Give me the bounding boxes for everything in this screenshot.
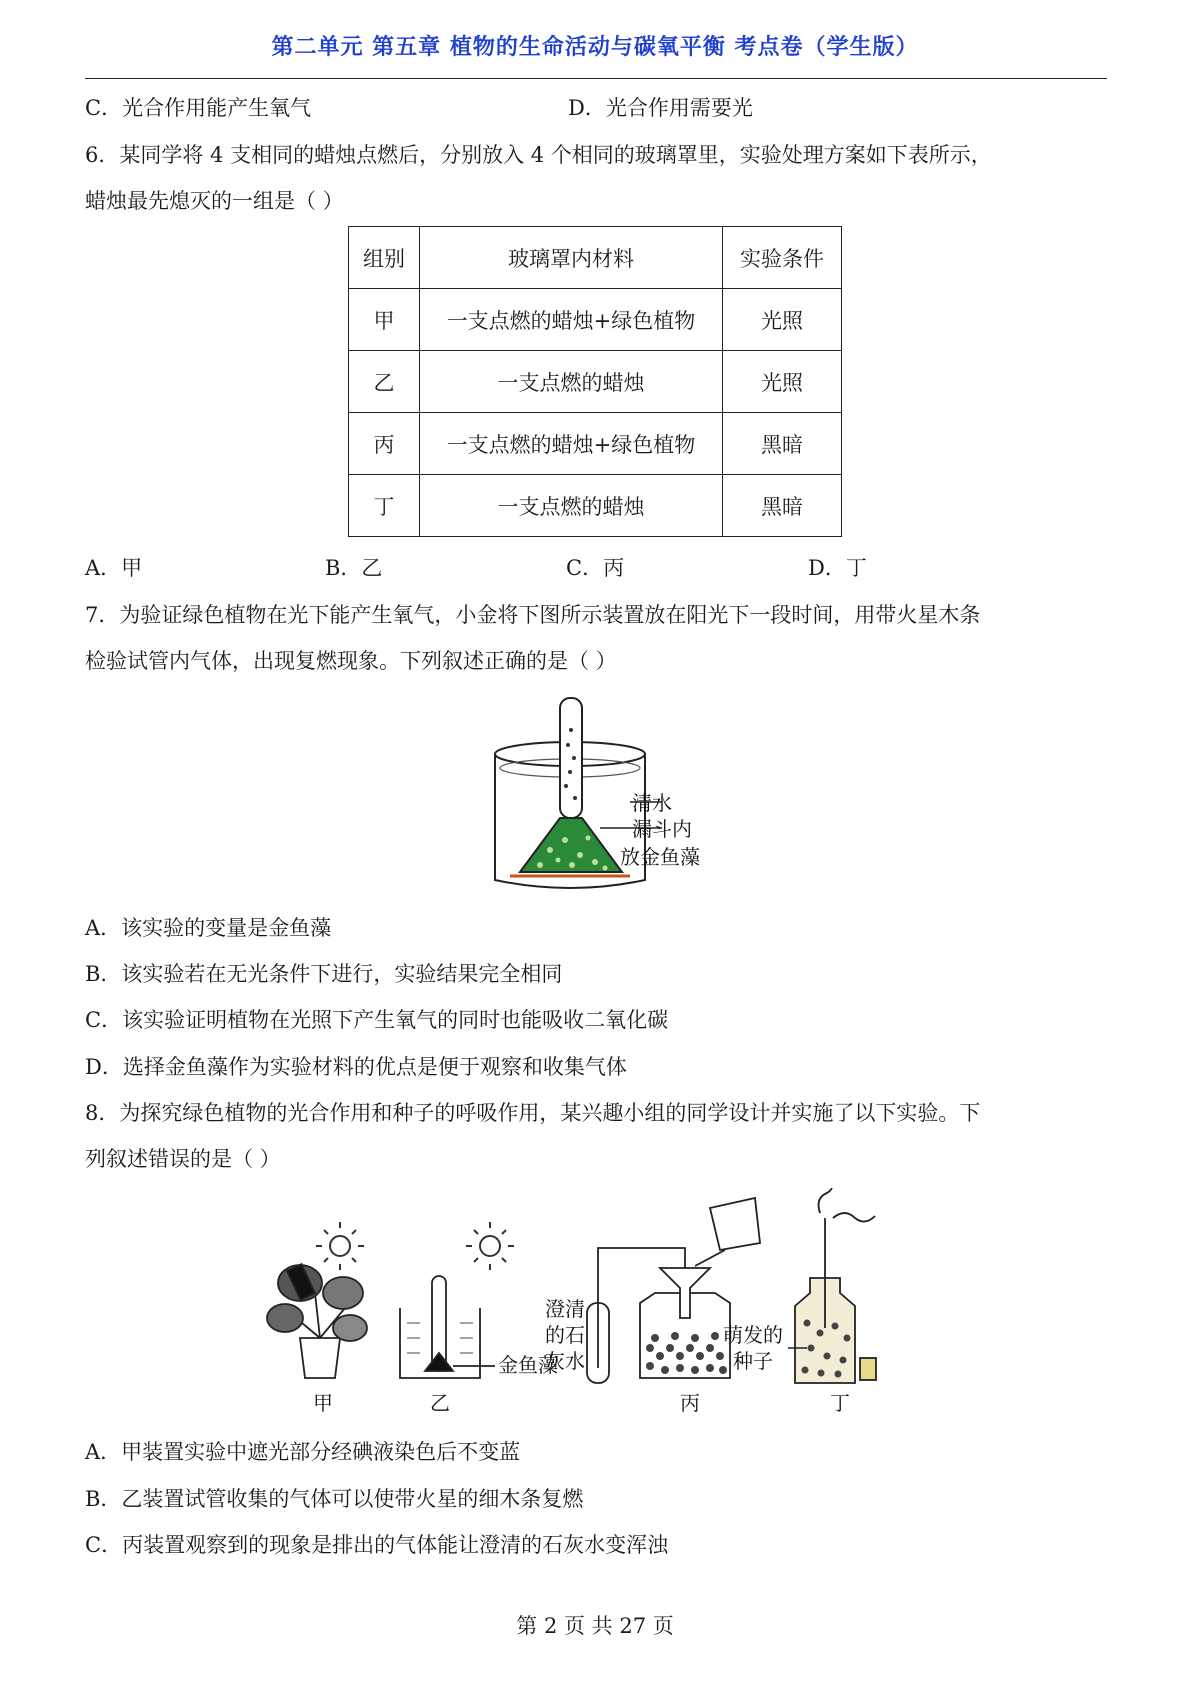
q6-option-b: B．乙	[325, 556, 383, 580]
q8-stem-line2: 列叙述错误的是（ ）	[85, 1147, 281, 1171]
q8-option-a: A．甲装置实验中遮光部分经碘液染色后不变蓝	[85, 1440, 521, 1464]
q6-stem-line2: 蜡烛最先熄灭的一组是（ ）	[85, 189, 344, 213]
table-cell: 丁	[349, 475, 420, 537]
label-seeds-1: 萌发的	[723, 1323, 783, 1347]
q6-option-d: D．丁	[808, 556, 867, 580]
q7-option-d: D．选择金鱼藻作为实验材料的优点是便于观察和收集气体	[85, 1055, 627, 1079]
q5-option-d: D．光合作用需要光	[568, 96, 753, 120]
label-ding: 丁	[830, 1391, 850, 1415]
q6-option-a: A．甲	[85, 556, 143, 580]
page-header-title: 第二单元 第五章 植物的生命活动与碳氧平衡 考点卷（学生版）	[271, 35, 919, 60]
label-jia: 甲	[313, 1391, 333, 1415]
q8-option-c: C．丙装置观察到的现象是排出的气体能让澄清的石灰水变浑浊	[85, 1533, 669, 1557]
q6-option-c: C．丙	[566, 556, 625, 580]
test-tube	[560, 698, 582, 818]
table-cell: 光照	[723, 351, 842, 413]
sun-icon	[316, 1222, 364, 1270]
table-header-cell: 组别	[349, 227, 420, 289]
label-funnel-inside: 漏斗内	[632, 817, 692, 841]
q7-apparatus-figure	[480, 690, 720, 900]
table-header-cell: 玻璃罩内材料	[420, 227, 723, 289]
table-cell: 一支点燃的蜡烛	[420, 351, 723, 413]
q8-option-b: B．乙装置试管收集的气体可以使带火星的细木条复燃	[85, 1487, 584, 1511]
label-goldfish-algae: 放金鱼藻	[620, 845, 700, 869]
table-cell: 黑暗	[723, 475, 842, 537]
page-number: 第 2 页 共 27 页	[516, 1614, 674, 1638]
beaker-yi	[400, 1276, 495, 1378]
table-cell: 一支点燃的蜡烛+绿色植物	[420, 289, 723, 351]
q8-experiment-figure	[255, 1188, 945, 1418]
q8-stem-line1: 8．为探究绿色植物的光合作用和种子的呼吸作用，某兴趣小组的同学设计并实施了以下实验。下	[85, 1101, 981, 1125]
table-header-row	[349, 227, 842, 289]
table-cell: 光照	[723, 289, 842, 351]
q7-option-a: A．该实验的变量是金鱼藻	[85, 916, 332, 940]
table-cell: 一支点燃的蜡烛+绿色植物	[420, 413, 723, 475]
table-cell: 黑暗	[723, 413, 842, 475]
label-goldfish-algae: 金鱼藻	[498, 1353, 558, 1377]
q6-experiment-table	[348, 226, 842, 537]
q7-option-b: B．该实验若在无光条件下进行，实验结果完全相同	[85, 962, 563, 986]
q7-stem-line1: 7．为验证绿色植物在光下能产生氧气，小金将下图所示装置放在阳光下一段时间，用带火星木条	[85, 603, 981, 627]
q6-stem-line1: 6．某同学将 4 支相同的蜡烛点燃后，分别放入 4 个相同的玻璃罩里，实验处理方案如下表所示，	[85, 143, 992, 167]
table-cell: 丙	[349, 413, 420, 475]
label-limewater-2: 的石	[545, 1323, 585, 1347]
label-clean-water: 清水	[632, 791, 672, 815]
potted-plant-jia	[267, 1264, 367, 1378]
table-cell: 乙	[349, 351, 420, 413]
q7-stem-line2: 检验试管内气体，出现复燃现象。下列叙述正确的是（ ）	[85, 649, 617, 673]
label-bing: 丙	[680, 1391, 700, 1415]
table-row	[349, 475, 842, 537]
label-seeds-2: 种子	[733, 1349, 773, 1373]
jar-ding	[795, 1188, 876, 1383]
table-row	[349, 351, 842, 413]
table-header-cell: 实验条件	[723, 227, 842, 289]
sun-icon	[466, 1222, 514, 1270]
label-limewater-1: 澄清	[545, 1297, 585, 1321]
label-yi: 乙	[430, 1391, 450, 1415]
table-row	[349, 413, 842, 475]
q7-option-c: C．该实验证明植物在光照下产生氧气的同时也能吸收二氧化碳	[85, 1008, 669, 1032]
table-cell: 甲	[349, 289, 420, 351]
label-limewater-3: 灰水	[545, 1349, 585, 1373]
table-row	[349, 289, 842, 351]
q5-option-c: C．光合作用能产生氧气	[85, 96, 312, 120]
table-cell: 一支点燃的蜡烛	[420, 475, 723, 537]
header-divider	[85, 78, 1107, 79]
